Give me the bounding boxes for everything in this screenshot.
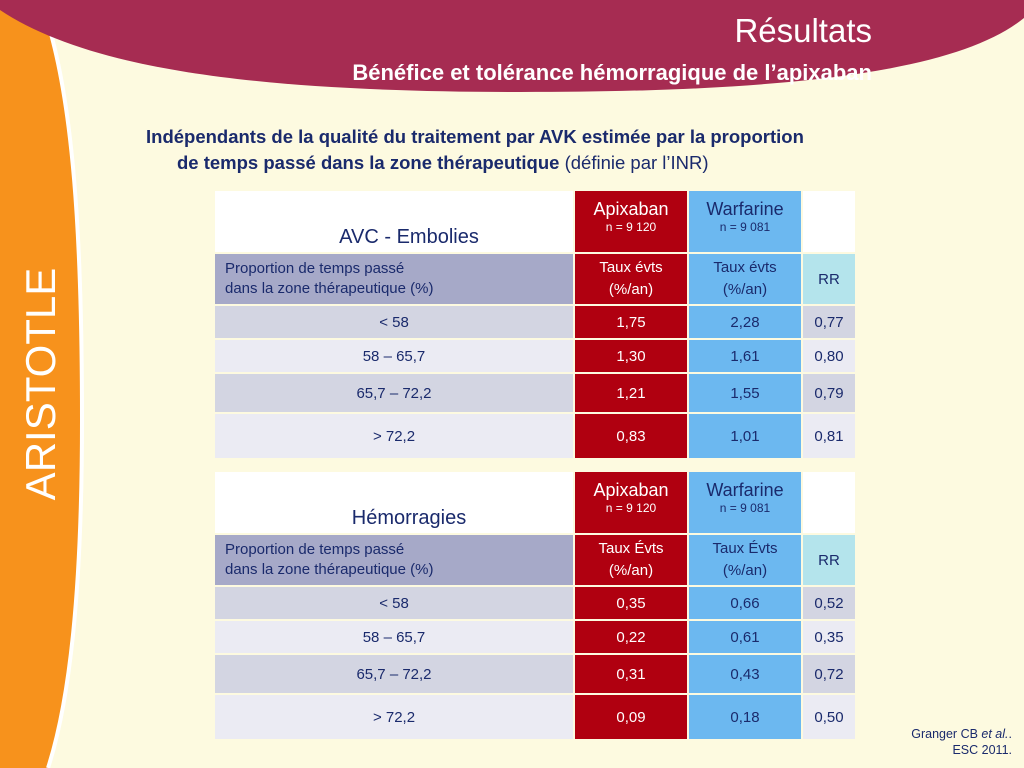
subheader-warfarine-line-1: Taux évts	[713, 259, 777, 276]
reference-etal: et al.	[981, 727, 1009, 741]
subheader-warfarine-line-2: (%/an)	[722, 281, 768, 298]
row-warfarine-value: 0,18	[689, 695, 801, 739]
table-header-row	[215, 191, 855, 252]
table-header-row	[215, 472, 855, 533]
subheader-rr: RR	[803, 535, 855, 585]
apixaban-name: Apixaban	[593, 199, 669, 219]
row-label: 65,7 – 72,2	[215, 374, 573, 412]
subheader-apixaban	[575, 254, 687, 304]
row-rr-value: 0,81	[803, 414, 855, 458]
row-rr-value: 0,50	[803, 695, 855, 739]
subheader-warfarine-line-1: Taux Évts	[712, 540, 778, 557]
row-label: < 58	[215, 306, 573, 338]
row-warfarine-value: 2,28	[689, 306, 801, 338]
apixaban-header	[575, 191, 687, 252]
row-warfarine-value: 1,61	[689, 340, 801, 372]
table-row	[215, 340, 855, 372]
warfarine-n: n = 9 081	[719, 220, 771, 234]
apixaban-n: n = 9 120	[605, 220, 657, 234]
row-rr-value: 0,79	[803, 374, 855, 412]
row-label: 58 – 65,7	[215, 621, 573, 653]
row-rr-value: 0,80	[803, 340, 855, 372]
sidebar-label: ARISTOTLE	[17, 267, 64, 501]
table-subheader-row	[215, 535, 855, 585]
subheader-label-line-2: dans la zone thérapeutique (%)	[225, 280, 434, 297]
table-row	[215, 587, 855, 619]
warfarine-name: Warfarine	[706, 480, 784, 500]
warfarine-n: n = 9 081	[719, 501, 771, 515]
table-title: AVC - Embolies	[215, 191, 573, 252]
row-apixaban-value: 0,35	[575, 587, 687, 619]
subheader-apixaban	[575, 535, 687, 585]
subheader-warfarine-line-2: (%/an)	[722, 562, 768, 579]
table-row	[215, 414, 855, 458]
intro-text	[146, 124, 986, 176]
intro-line-2-bold: de temps passé dans la zone thérapeutique	[177, 152, 560, 173]
row-apixaban-value: 1,30	[575, 340, 687, 372]
reference-citation	[911, 726, 1012, 758]
subheader-warfarine	[689, 254, 801, 304]
subheader-label-line-1: Proportion de temps passé	[225, 541, 405, 558]
row-warfarine-value: 0,43	[689, 655, 801, 693]
row-warfarine-value: 0,61	[689, 621, 801, 653]
slide-subtitle: Bénéfice et tolérance hémorragique de l’apixaban	[352, 60, 872, 85]
row-label: > 72,2	[215, 414, 573, 458]
intro-line-1: Indépendants de la qualité du traitement par AVK estimée par la proportion	[146, 126, 804, 147]
subheader-warfarine	[689, 535, 801, 585]
reference-line-2: ESC 2011.	[952, 743, 1012, 757]
row-rr-value: 0,77	[803, 306, 855, 338]
subheader-label	[215, 254, 573, 304]
row-apixaban-value: 1,75	[575, 306, 687, 338]
warfarine-name: Warfarine	[706, 199, 784, 219]
row-apixaban-value: 0,09	[575, 695, 687, 739]
table-row	[215, 621, 855, 653]
reference-line-1	[911, 726, 1012, 742]
intro-line-2	[146, 150, 986, 176]
table-subheader-row	[215, 254, 855, 304]
table-title: Hémorragies	[215, 472, 573, 533]
table-row	[215, 374, 855, 412]
slide-title: Résultats	[734, 12, 872, 49]
table-row	[215, 306, 855, 338]
row-apixaban-value: 0,83	[575, 414, 687, 458]
subheader-rr: RR	[803, 254, 855, 304]
subheader-apixaban-line-1: Taux Évts	[598, 540, 664, 557]
warfarine-header	[689, 472, 801, 533]
subheader-label-line-1: Proportion de temps passé	[225, 260, 405, 277]
row-label: 58 – 65,7	[215, 340, 573, 372]
apixaban-header	[575, 472, 687, 533]
intro-line-2-normal: (définie par l’INR)	[559, 152, 709, 173]
row-label: > 72,2	[215, 695, 573, 739]
apixaban-n: n = 9 120	[605, 501, 657, 515]
reference-period: .	[1008, 727, 1012, 741]
row-warfarine-value: 0,66	[689, 587, 801, 619]
row-apixaban-value: 0,31	[575, 655, 687, 693]
row-label: < 58	[215, 587, 573, 619]
row-label: 65,7 – 72,2	[215, 655, 573, 693]
row-rr-value: 0,52	[803, 587, 855, 619]
subheader-label-line-2: dans la zone thérapeutique (%)	[225, 561, 434, 578]
row-warfarine-value: 1,01	[689, 414, 801, 458]
row-apixaban-value: 1,21	[575, 374, 687, 412]
header-empty-cell	[803, 191, 855, 252]
subheader-apixaban-line-1: Taux évts	[599, 259, 663, 276]
table-avc-embolies	[213, 189, 857, 460]
subheader-apixaban-line-2: (%/an)	[608, 562, 654, 579]
row-warfarine-value: 1,55	[689, 374, 801, 412]
header-empty-cell	[803, 472, 855, 533]
apixaban-name: Apixaban	[593, 480, 669, 500]
reference-author: Granger CB	[911, 727, 982, 741]
row-rr-value: 0,35	[803, 621, 855, 653]
row-rr-value: 0,72	[803, 655, 855, 693]
table-row	[215, 695, 855, 739]
table-row	[215, 655, 855, 693]
warfarine-header	[689, 191, 801, 252]
row-apixaban-value: 0,22	[575, 621, 687, 653]
subheader-label	[215, 535, 573, 585]
table-hemorragies	[213, 470, 857, 741]
subheader-apixaban-line-2: (%/an)	[608, 281, 654, 298]
